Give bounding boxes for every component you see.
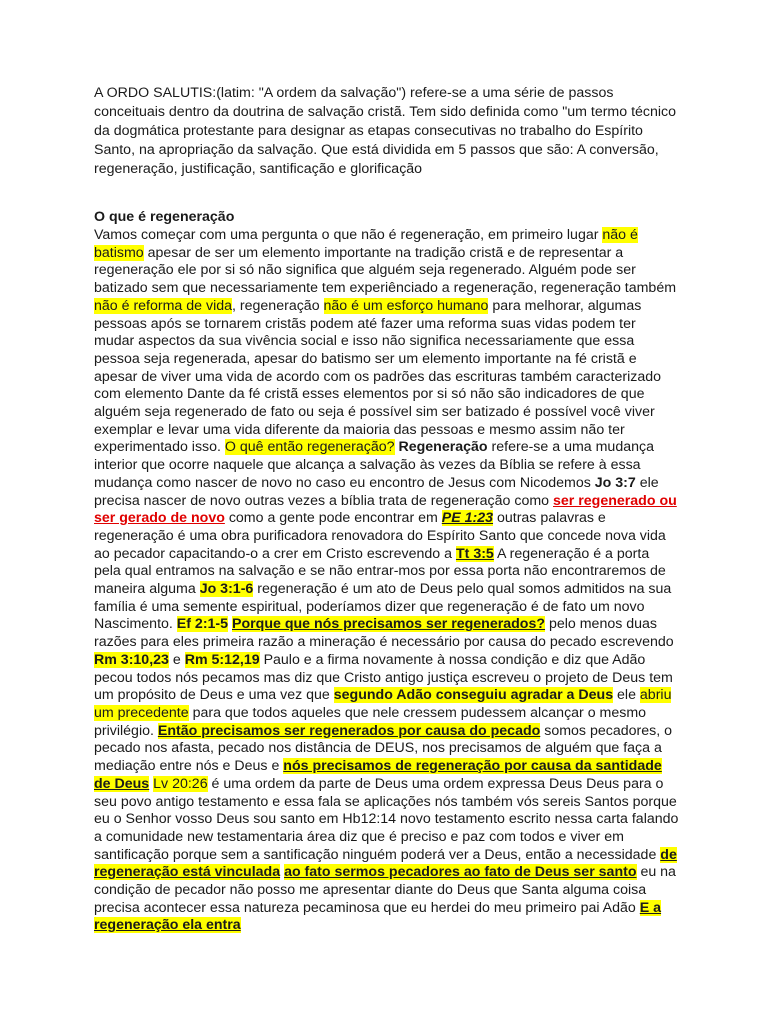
text-run: Vamos começar com uma pergunta o que não é regeneração, em primeiro lugar (94, 227, 603, 243)
highlighted-text: Lv 20:26 (153, 775, 208, 792)
highlighted-text: O quê então regeneração? (224, 439, 395, 456)
highlighted-text: não é um esforço humano (323, 297, 489, 314)
text-run: Regeneração (398, 439, 488, 456)
highlighted-text: Rm 3:10,23 (94, 651, 169, 668)
text-run: regeneração é um ato de Deus pelo qual somos admitidos na sua família é uma semente espiritual, poderíamos dizer que regeneração é de fato um novo Nascimento. (94, 581, 672, 633)
highlighted-text: PE 1:23 (441, 510, 494, 527)
text-run: ser regenerado ou ser gerado de novo (94, 492, 677, 527)
text-run: ele (613, 687, 640, 704)
section-heading: O que é regeneração (94, 209, 235, 225)
text-run: , regeneração (232, 297, 324, 314)
intro-paragraph: A ORDO SALUTIS:(latim: "A ordem da salvação") refere-se a uma série de passos conceituais dentro da doutrina de salvação cristã. Tem sido definida como "um termo técnico da dogmática protestante para designar as etapas consecutivas no trabalho do Espírito Santo, na apropriação da salvação. Que está dividida em 5 passos que são: A conversão, regeneração, justificação, santificação e glorificação (94, 85, 677, 177)
text-run: e (168, 651, 185, 668)
text-run: somos pecadores, o pecado nos afasta, pecado nos distância de DEUS, nos precisamos de alguém que faça a mediação entre nós e Deus e (94, 722, 672, 775)
text-run: pelo menos duas razões para eles primeira razão a mineração é necessário por causa do pecado escrevendo (94, 616, 674, 651)
text-run: ele precisa nascer de novo outras vezes a bíblia trata de regeneração como (94, 474, 659, 509)
text-run: A regeneração é a porta pela qual entramos na salvação e se não entrar-mos por essa porta não encontraremos de maneira alguma (94, 545, 666, 598)
text-run: Jo 3:7 (594, 474, 636, 491)
text-run: outras palavras e regeneração é uma obra purificadora renovadora do Espírito Santo que concede nova vida ao pecador capacitando-o a crer em Cristo escrevendo a (94, 510, 666, 562)
text-run: refere-se a uma mudança interior que ocorre naquele que alcança a salvação às vezes da Bíblia se refere à essa mudança como nascer de novo no caso eu encontro de Jesus com Nicodemos (94, 439, 654, 491)
highlighted-text: abriu um precedente (94, 687, 672, 721)
text-run: para melhorar, algumas pessoas após se tornarem cristãs podem até fazer uma reforma suas vidas podem ter mudar aspectos da sua vivência social e isso não significa necessariamente que essa pessoa seja regenerada, apesar do batismo ser um elemento importante na fé cristã e apesar de viver uma vida de acordo com os padrões das escrituras também caracterizado com elemento Dante da fé cristã esses elementos por si só não são indicadores de que alguém seja regenerado de fato ou seja é possível sim ser batizado é possível você viver exemplar e levar uma vida diferente da maioria das pessoas e mesmo assim não ter experimentado isso. (94, 297, 661, 456)
highlighted-text: Tt 3:5 (455, 545, 494, 562)
text-run: para que todos aqueles que nele cressem pudessem alcançar o mesmo privilégio. (94, 704, 647, 739)
text-run: Paulo e a firma novamente à nossa condição e diz que Adão pecou todos nós pecamos mas diz que Cristo antigo justiça escreveu o projeto de Deus tem um propósito de Deus e uma vez que (94, 651, 673, 704)
highlighted-text: não é reforma de vida (94, 297, 233, 314)
highlighted-text: Ef 2:1-5 (176, 616, 229, 633)
body-paragraph (94, 227, 679, 935)
text-run: apesar de ser um elemento importante na tradição cristã e de representar a regeneração ele por si só não significa que alguém seja regenerado. Alguém pode ser batizado sem que necessariamente tem experiênciado a regeneração, regeneração também (94, 244, 677, 297)
text-run: como a gente pode encontrar em (224, 510, 442, 527)
highlighted-text: Então precisamos ser regenerados por causa do pecado (157, 722, 541, 739)
highlighted-text: ao fato sermos pecadores ao fato de Deus ser santo (284, 864, 637, 881)
highlighted-text: segundo Adão conseguiu agradar a Deus (333, 687, 614, 704)
highlighted-text: E a regeneração ela entra (94, 899, 662, 934)
highlighted-text: Porque que nós precisamos ser regenerados? (232, 616, 546, 633)
highlighted-text: Jo 3:1-6 (199, 581, 254, 598)
highlighted-text: Rm 5:12,19 (184, 651, 260, 668)
highlighted-text: não é batismo (94, 227, 638, 261)
text-run: eu na condição de pecador não posso me apresentar diante do Deus que Santa alguma coisa precisa acontecer essa natureza pecaminosa que eu herdei do meu primeiro pai Adão (94, 864, 676, 916)
highlighted-text: nós precisamos de regeneração por causa da santidade de Deus (94, 758, 662, 792)
text-run: é uma ordem da parte de Deus uma ordem expressa Deus Deus para o seu povo antigo testamento e essa fala se aplicações nós também vós sereis Santos porque eu o Senhor vosso Deus sou santo em Hb12:14 novo testamento escrito nessa carta falando a comunidade new testamentaria área diz que é preciso e paz com todos e viver em santificação porque sem a santificação ninguém poderá ver a Deus, então a necessidade (94, 775, 679, 863)
highlighted-text: de regeneração está vinculada (94, 846, 677, 881)
